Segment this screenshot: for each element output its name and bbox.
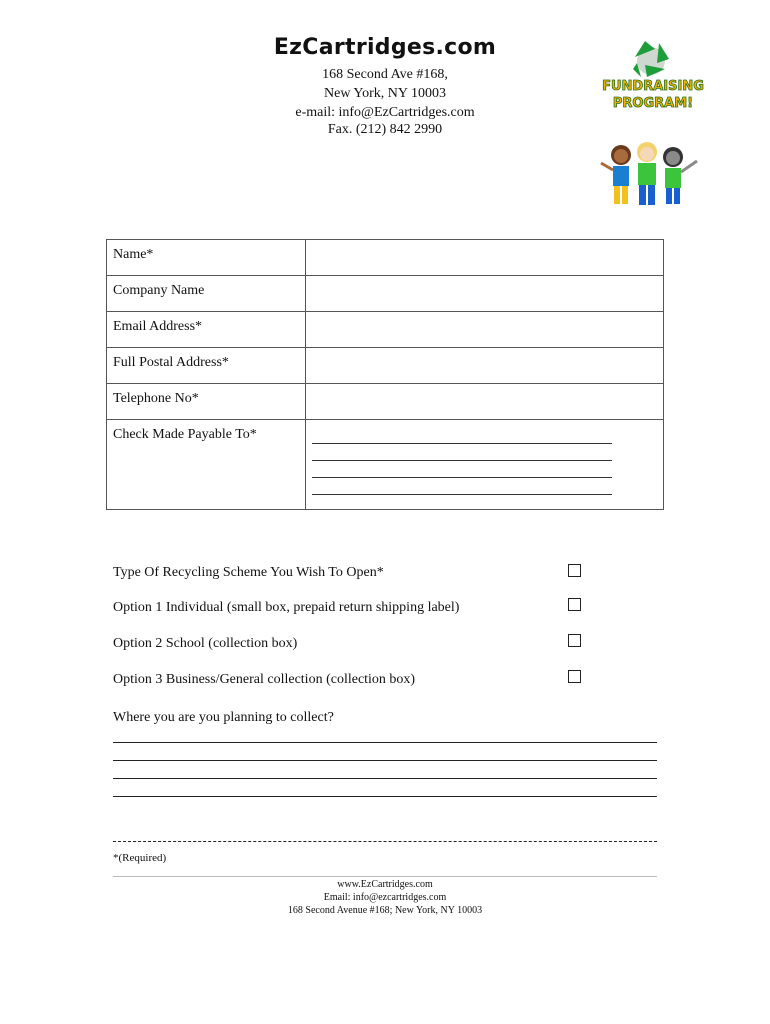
brand-title: EzCartridges.com — [273, 35, 497, 60]
field-label: Company Name — [107, 276, 306, 312]
form-row-postal — [107, 348, 664, 384]
option-individual-label: Option 1 Individual (small box, prepaid return shipping label) — [113, 600, 460, 615]
field-label: Check Made Payable To* — [107, 420, 306, 510]
contact-form-table — [106, 239, 664, 510]
badge-line-2: PROGRAM! — [612, 96, 694, 111]
field-label: Email Address* — [107, 312, 306, 348]
form-row-email — [107, 312, 664, 348]
scheme-heading: Type Of Recycling Scheme You Wish To Open* — [113, 565, 384, 580]
telephone-input[interactable] — [306, 384, 664, 420]
form-row-telephone — [107, 384, 664, 420]
address-line-1: 168 Second Ave #168, — [322, 67, 448, 82]
required-note: *(Required) — [113, 852, 167, 864]
answer-line[interactable] — [113, 778, 657, 779]
name-input[interactable] — [306, 240, 664, 276]
field-label: Name* — [107, 240, 306, 276]
option-business-checkbox[interactable] — [568, 670, 581, 683]
field-label: Full Postal Address* — [107, 348, 306, 384]
collection-question: Where you are you planning to collect? — [113, 710, 334, 725]
fill-line — [312, 478, 612, 495]
form-row-name — [107, 240, 664, 276]
company-name-input[interactable] — [306, 276, 664, 312]
option-individual-checkbox[interactable] — [568, 598, 581, 611]
postal-address-input[interactable] — [306, 348, 664, 384]
payable-to-input[interactable] — [306, 420, 664, 510]
fill-line — [312, 427, 612, 444]
answer-line[interactable] — [113, 742, 657, 743]
scheme-checkbox[interactable] — [568, 564, 581, 577]
fill-line — [312, 461, 612, 478]
answer-line[interactable] — [113, 760, 657, 761]
footer-divider — [113, 876, 657, 877]
email-line: e-mail: info@EzCartridges.com — [295, 105, 475, 120]
address-line-2: New York, NY 10003 — [324, 86, 446, 101]
recycle-icon — [633, 41, 669, 77]
dashed-divider — [113, 841, 657, 842]
footer-address: 168 Second Avenue #168; New York, NY 10003 — [287, 905, 483, 916]
option-school-checkbox[interactable] — [568, 634, 581, 647]
fundraising-logo — [597, 35, 709, 215]
form-row-payable — [107, 420, 664, 510]
footer-web: www.EzCartridges.com — [337, 879, 433, 890]
option-business-label: Option 3 Business/General collection (collection box) — [113, 672, 416, 687]
kids-illustration — [601, 142, 697, 205]
email-input[interactable] — [306, 312, 664, 348]
footer-email: Email: info@ezcartridges.com — [323, 892, 447, 903]
fax-line: Fax. (212) 842 2990 — [327, 122, 443, 137]
field-label: Telephone No* — [107, 384, 306, 420]
form-row-company — [107, 276, 664, 312]
option-school-label: Option 2 School (collection box) — [113, 636, 298, 651]
answer-line[interactable] — [113, 796, 657, 797]
badge-line-1: FUNDRAISING — [602, 79, 704, 94]
fill-line — [312, 444, 612, 461]
